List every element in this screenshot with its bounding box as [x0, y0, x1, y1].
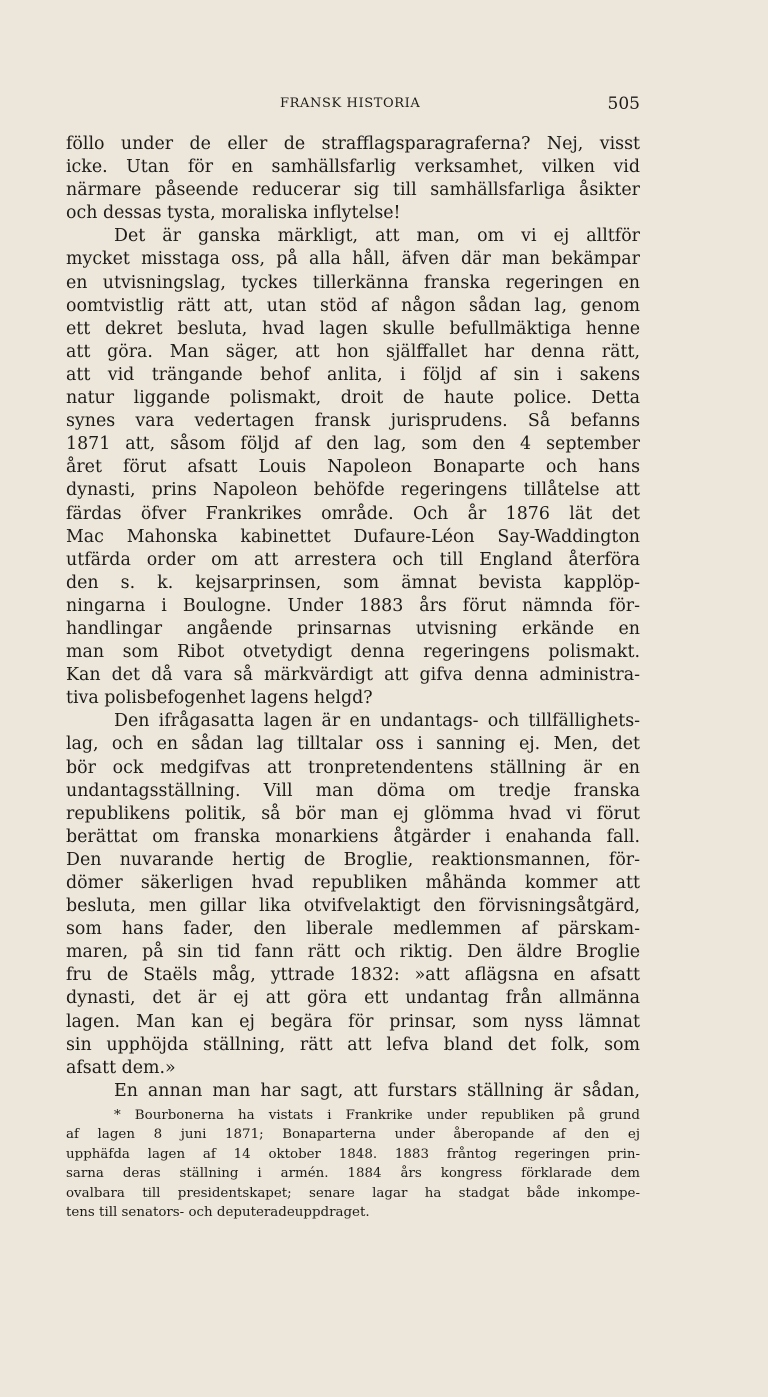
text-line: sin upphöjda ställning, rätt att lefva bland det folk, som: [66, 1034, 640, 1055]
text-line: berättat om franska monarkiens åtgärder i enahanda fall.: [66, 826, 640, 847]
text-line: maren, på sin tid fann rätt och riktig. Den äldre Broglie: [66, 942, 640, 963]
text-line: mycket misstaga oss, på alla håll, äfven där man bekämpar: [66, 249, 640, 270]
text-line: handlingar angående prinsarnas utvisning erkände en: [66, 618, 640, 639]
text-line: En annan man har sagt, att furstars ställning är sådan,: [114, 1080, 640, 1101]
text-line: Det är ganska märkligt, att man, om vi ej alltför: [114, 226, 640, 247]
footnote-line: ovalbara till presidentskapet; senare lagar ha stadgat både inkompe-: [66, 1185, 640, 1201]
text-line: och dessas tysta, moraliska inflytelse!: [66, 203, 401, 224]
text-line: undantagsställning. Vill man döma om tredje franska: [66, 780, 640, 801]
footnote-line: * Bourbonerna ha vistats i Frankrike under republiken på grund: [114, 1108, 640, 1123]
page-header: [66, 96, 640, 118]
text-line: dömer säkerligen hvad republiken måhända kommer att: [66, 873, 640, 893]
text-line: Kan det då vara så märkvärdigt att gifva denna administra-: [66, 665, 640, 686]
text-line: lag, och en sådan lag tilltalar oss i sanning ej. Men, det: [66, 734, 640, 755]
footnote-line: af lagen 8 juni 1871; Bonaparterna under åberopande af den ej: [66, 1127, 640, 1143]
text-line: Den ifrågasatta lagen är en undantags- och tillfällighets-: [114, 711, 640, 732]
text-line: republikens politik, så bör man ej glömma hvad vi förut: [66, 803, 640, 824]
text-line: året förut afsatt Louis Napoleon Bonaparte och hans: [66, 457, 640, 478]
text-line: ningarna i Boulogne. Under 1883 års förut nämnda för-: [66, 595, 640, 616]
text-line: 1871 att, såsom följd af den lag, som den 4 september: [66, 434, 640, 455]
text-line: bör ock medgifvas att tronpretendentens ställning är en: [66, 757, 640, 778]
text-line: den s. k. kejsarprinsen, som ämnat bevista kapplöp-: [66, 572, 640, 593]
text-line: dynasti, det är ej att göra ett undantag från allmänna: [66, 988, 640, 1009]
text-line: dynasti, prins Napoleon behöfde regeringens tillåtelse att: [66, 480, 640, 501]
text-line: färdas öfver Frankrikes område. Och år 1876 lät det: [66, 503, 640, 524]
text-line: oomtvistlig rätt att, utan stöd af någon sådan lag, genom: [66, 295, 640, 316]
footnote-line: tens till senators- och deputeradeuppdraget.: [66, 1204, 370, 1220]
text-line: lagen. Man kan ej begära för prinsar, som nyss lämnat: [66, 1011, 640, 1032]
body-text: [66, 133, 640, 1103]
text-line: natur liggande polismakt, droit de haute police. Detta: [66, 388, 640, 409]
text-line: Den nuvarande hertig de Broglie, reaktionsmannen, för-: [66, 849, 640, 870]
text-line: icke. Utan för en samhällsfarlig verksamhet, vilken vid: [66, 157, 640, 178]
text-line: föllo under de eller de strafflagsparagraferna? Nej, visst: [66, 134, 640, 154]
text-line: ett dekret besluta, hvad lagen skulle befullmäktiga henne: [66, 318, 640, 339]
text-line: besluta, men gillar lika otvifvelaktigt den förvisningsåtgärd,: [66, 896, 640, 917]
text-line: som hans fader, den liberale medlemmen af pärskam-: [66, 919, 640, 940]
text-line: en utvisningslag, tyckes tillerkänna franska regeringen en: [66, 272, 640, 293]
footnote: [66, 1106, 640, 1222]
text-line: man som Ribot otvetydigt denna regeringens polismakt.: [66, 642, 640, 663]
text-line: fru de Staëls måg, yttrade 1832: »att aflägsna en afsatt: [66, 965, 640, 986]
footnote-line: upphäfda lagen af 14 oktober 1848. 1883 fråntog regeringen prin-: [66, 1146, 640, 1162]
text-line: utfärda order om att arrestera och till England återföra: [66, 549, 640, 570]
text-line: att vid trängande behof anlita, i följd af sin i sakens: [66, 364, 640, 385]
footnote-line: sarna deras ställning i armén. 1884 års kongress förklarade dem: [66, 1166, 640, 1182]
page-number: 505: [607, 94, 640, 114]
text-line: närmare påseende reducerar sig till samhällsfarliga åsikter: [66, 180, 640, 201]
text-line: tiva polisbefogenhet lagens helgd?: [66, 688, 373, 709]
text-line: afsatt dem.»: [66, 1057, 176, 1078]
running-title: FRANSK HISTORIA: [280, 96, 421, 111]
text-line: Mac Mahonska kabinettet Dufaure-Léon Say-Waddington: [66, 526, 640, 547]
text-line: att göra. Man säger, att hon själffallet har denna rätt,: [66, 341, 640, 362]
text-line: synes vara vedertagen fransk jurisprudens. Så befanns: [66, 411, 640, 432]
